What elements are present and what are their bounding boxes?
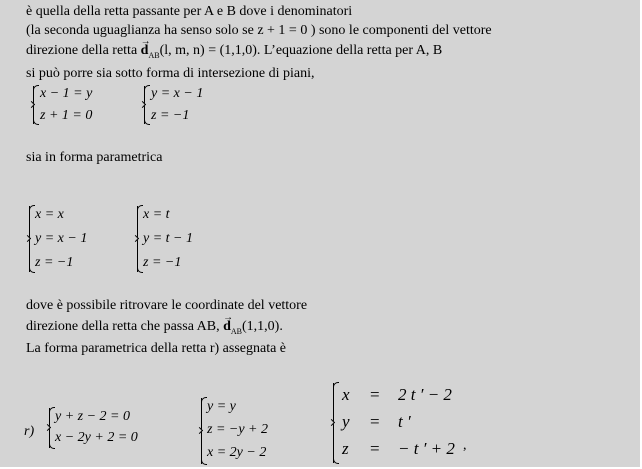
equation-system xyxy=(207,399,268,461)
text-line: dove è possibile ritrovare le coordinate del vettore xyxy=(26,298,308,313)
vector-subscript: AB xyxy=(148,50,160,60)
brace-icon xyxy=(201,398,202,464)
line-label: r) xyxy=(24,424,35,439)
equation: y = x − 1 xyxy=(35,231,88,246)
brace-icon xyxy=(137,206,138,272)
equation: z = −1 xyxy=(143,255,182,270)
equation-system xyxy=(55,409,138,446)
equation-system xyxy=(151,86,203,124)
brace-icon xyxy=(333,383,334,463)
text-line: La forma parametrica della retta r) assegnata è xyxy=(26,341,287,356)
equation: z + 1 = 0 xyxy=(40,108,93,123)
equation-system xyxy=(342,386,455,458)
brace-icon xyxy=(29,206,30,272)
text-line xyxy=(26,43,442,64)
equation: z = − t ′ + 2 xyxy=(342,439,455,458)
trailing-comma: , xyxy=(463,438,467,453)
equation: x − 2y + 2 = 0 xyxy=(55,430,138,445)
brace-icon xyxy=(49,408,50,448)
text-segment: (l, m, n) = (1,1,0). L’equazione della retta per A, B xyxy=(159,43,443,58)
brace-icon xyxy=(33,86,34,124)
vector-subscript: AB xyxy=(230,326,243,336)
equation: x = 2 t ′ − 2 xyxy=(342,385,452,404)
equation: x − 1 = y xyxy=(40,86,93,101)
equation: y + z − 2 = 0 xyxy=(55,409,131,424)
text-line: si può porre sia sotto forma di intersezione di piani, xyxy=(26,66,315,81)
equation: z = −1 xyxy=(151,108,190,123)
equation: y = t − 1 xyxy=(143,231,193,246)
equation-system xyxy=(35,207,87,271)
brace-icon xyxy=(144,86,145,124)
vector-symbol: → d xyxy=(141,43,149,58)
equation-system xyxy=(40,86,92,124)
equation: z = −1 xyxy=(35,255,74,270)
equation: y = y xyxy=(207,399,236,414)
text-line xyxy=(26,319,283,340)
text-segment: (1,1,0). xyxy=(242,319,283,334)
text-segment: direzione della retta xyxy=(26,43,141,58)
equation: x = 2y − 2 xyxy=(207,445,267,460)
text-line: sia in forma parametrica xyxy=(26,150,163,165)
text-line: (la seconda uguaglianza ha senso solo se z + 1 = 0 ) sono le componenti del vettore xyxy=(26,23,492,38)
equation: y = x − 1 xyxy=(151,86,204,101)
vector-symbol: → d xyxy=(223,319,231,334)
equation: z = −y + 2 xyxy=(207,422,269,437)
text-segment: direzione della retta che passa AB, xyxy=(26,319,224,334)
equation: x = t xyxy=(143,207,170,222)
text-line: è quella della retta passante per A e B dove i denominatori xyxy=(26,4,353,19)
equation-system xyxy=(143,207,193,271)
equation: x = x xyxy=(35,207,64,222)
equation: y = t ′ xyxy=(342,412,411,431)
